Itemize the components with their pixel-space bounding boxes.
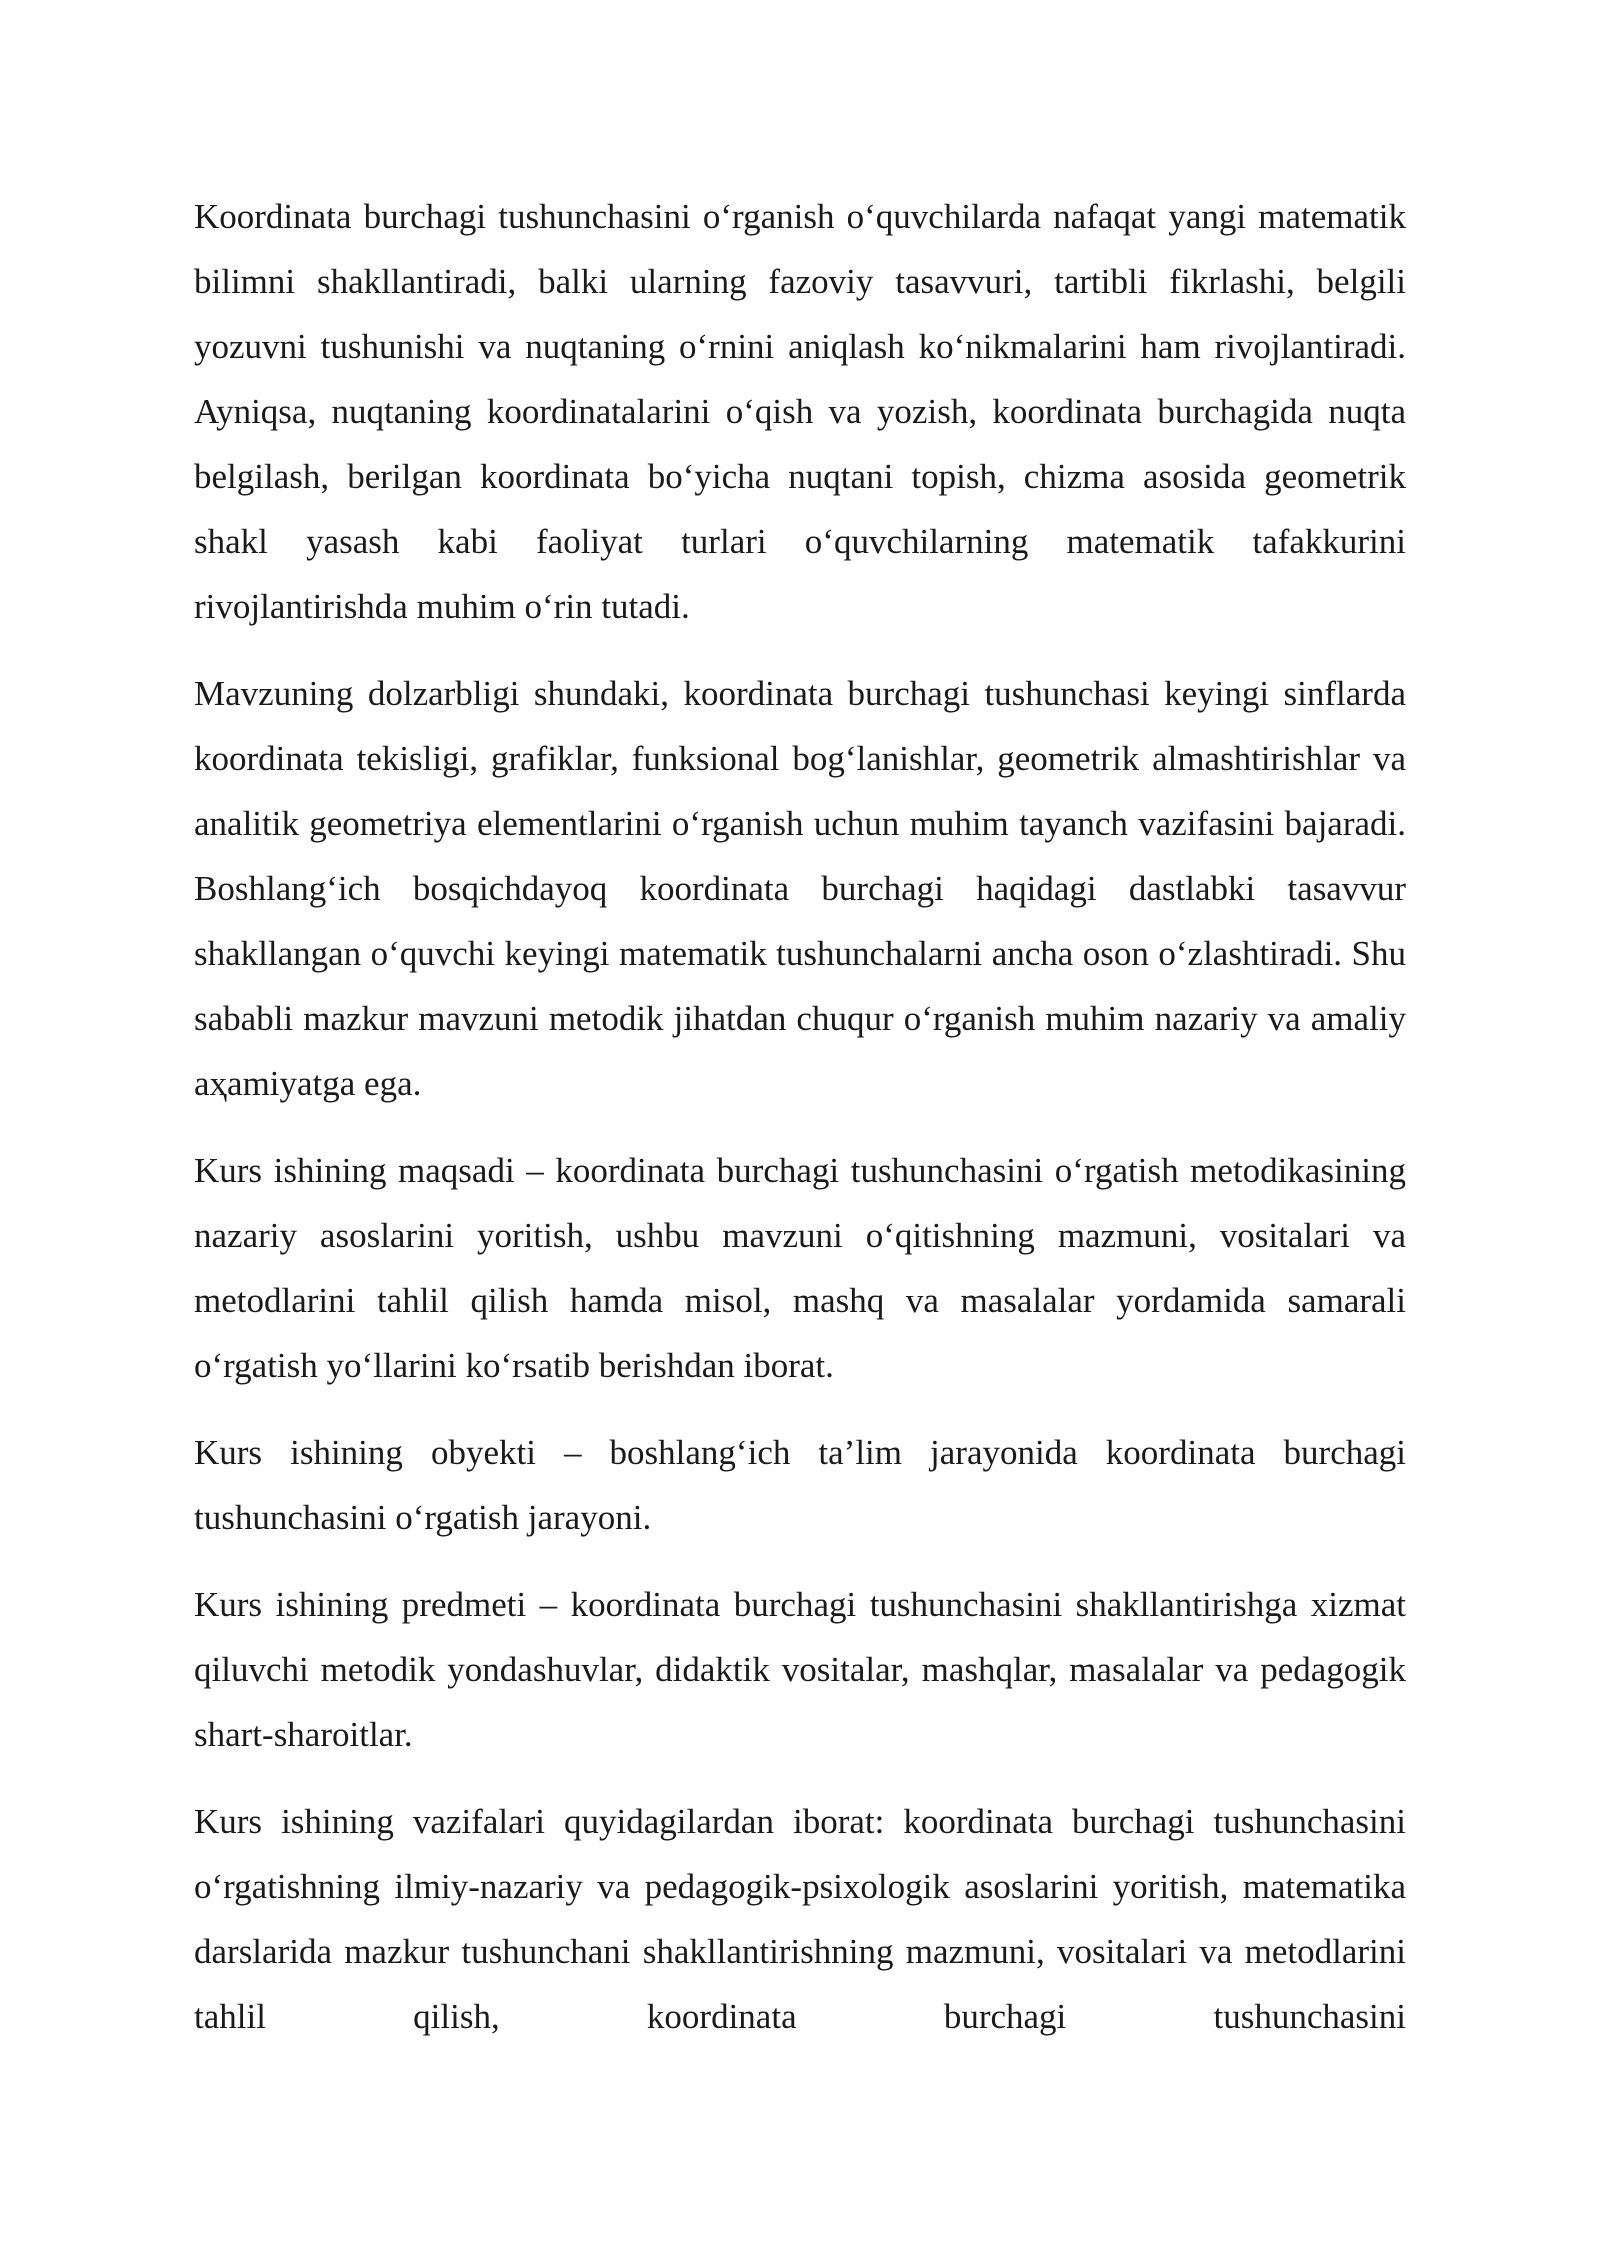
paragraph-goal: Kurs ishining maqsadi – koordinata burchagi tushunchasini o‘rgatish metodikasining nazariy asoslarini yoritish, ushbu mavzuni o‘qitishning mazmuni, vositalari va metodlarini tahlil qilish hamda misol, mashq va masalalar yordamida samarali o‘rgatish yo‘llarini ko‘rsatib berishdan iborat.: [194, 1151, 1406, 1385]
document-body: [194, 184, 1406, 2071]
paragraph-object: Kurs ishining obyekti – boshlang‘ich ta’lim jarayonida koordinata burchagi tushunchasini o‘rgatish jarayoni.: [194, 1433, 1406, 1537]
paragraph-subject: Kurs ishining predmeti – koordinata burchagi tushunchasini shakllantirishga xizmat qiluvchi metodik yondashuvlar, didaktik vositalar, mashqlar, masalalar va pedagogik shart-sharoitlar.: [194, 1585, 1406, 1754]
paragraph-tasks: Kurs ishining vazifalari quyidagilardan iborat: koordinata burchagi tushunchasini o‘rgatishning ilmiy-nazariy va pedagogik-psixologik asoslarini yoritish, matematika darslarida mazkur tushunchani shakllantirishning mazmuni, vositalari va metodlarini tahlil qilish, koordinata burchagi tushunchasini: [194, 1802, 1406, 2036]
paragraph-relevance: Mavzuning dolzarbligi shundaki, koordinata burchagi tushunchasi keyingi sinflarda koordinata tekisligi, grafiklar, funksional bog‘lanishlar, geometrik almashtirishlar va analitik geometriya elementlarini o‘rganish uchun muhim tayanch vazifasini bajaradi. Boshlang‘ich bosqichdayoq koordinata burchagi haqidagi dastlabki tasavvur shakllangan o‘quvchi keyingi matematik tushunchalarni ancha oson o‘zlashtiradi. Shu sababli mazkur mavzuni metodik jihatdan chuqur o‘rganish muhim nazariy va amaliy aҳamiyatga ega.: [194, 674, 1406, 1103]
paragraph-importance: Koordinata burchagi tushunchasini o‘rganish o‘quvchilarda nafaqat yangi matematik bilimni shakllantiradi, balki ularning fazoviy tasavvuri, tartibli fikrlashi, belgili yozuvni tushunishi va nuqtaning o‘rnini aniqlash ko‘nikmalarini ham rivojlantiradi. Ayniqsa, nuqtaning koordinatalarini o‘qish va yozish, koordinata burchagida nuqta belgilash, berilgan koordinata bo‘yicha nuqtani topish, chizma asosida geometrik shakl yasash kabi faoliyat turlari o‘quvchilarning matematik tafakkurini rivojlantirishda muhim o‘rin tutadi.: [194, 197, 1406, 626]
